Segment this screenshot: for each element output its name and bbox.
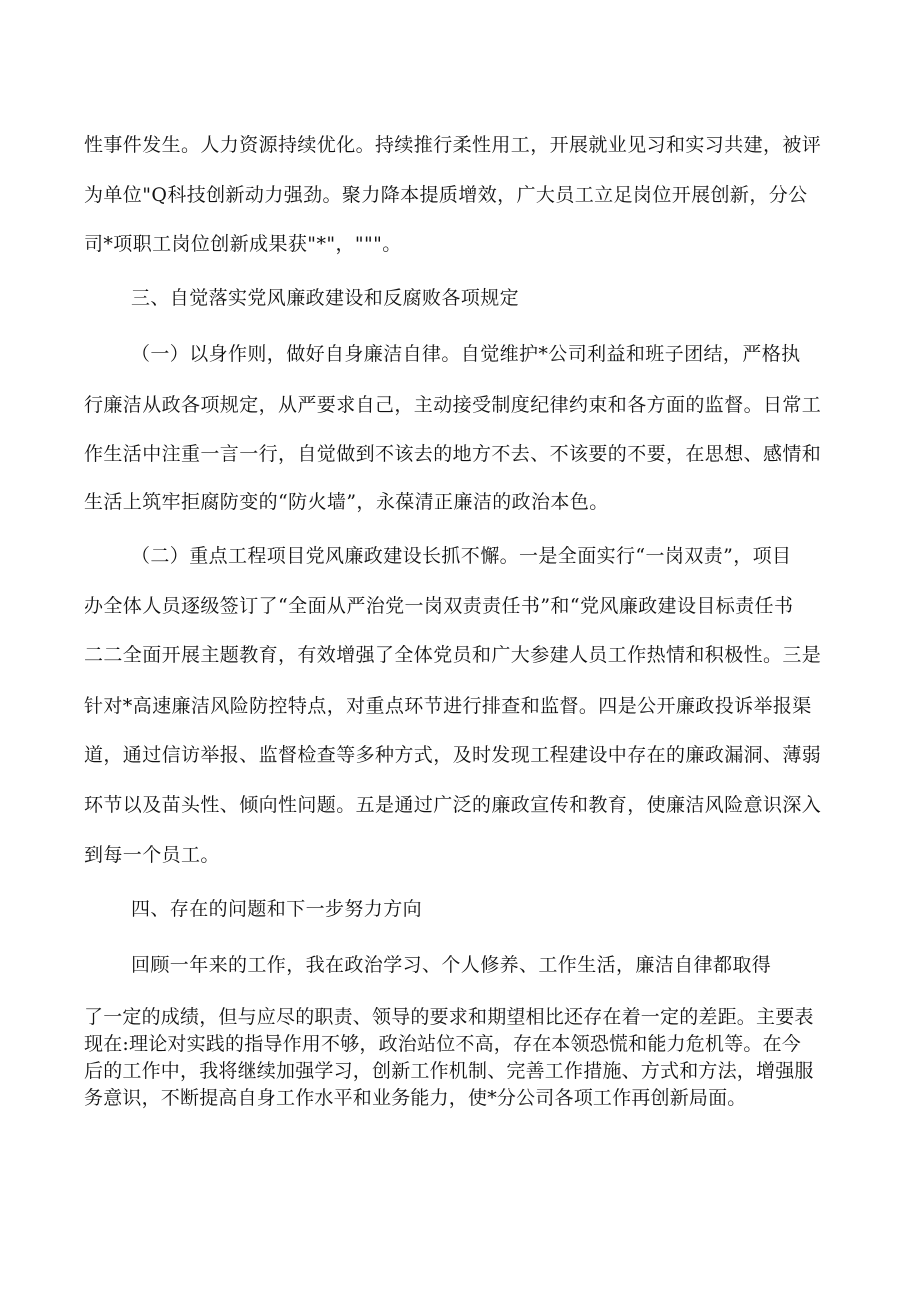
paragraph-line: 后的工作中，我将继续加强学习，创新工作机制、完善工作措施、方式和方法，增强服 — [84, 1060, 814, 1082]
paragraph-line: （一）以身作则，做好自身廉洁自律。自觉维护*公司利益和班子团结，严格执 — [131, 343, 801, 365]
paragraph-line: 办全体人员逐级签订了“全面从严治党一岗双责责任书”和“党风廉政建设目标责任书 — [84, 595, 794, 617]
paragraph-line: 现在:理论对实践的指导作用不够，政治站位不高，存在本领恐慌和能力危机等。在今 — [84, 1033, 802, 1055]
paragraph-line: 道，通过信访举报、监督检查等多种方式，及时发现工程建设中存在的廉政漏洞、薄弱 — [84, 744, 822, 766]
paragraph-line: 司*项职工岗位创新成果获"*"，"""。 — [84, 233, 402, 255]
section-heading: 三、自觉落实党风廉政建设和反腐败各项规定 — [131, 287, 520, 309]
section-heading: 四、存在的问题和下一步努力方向 — [131, 898, 423, 920]
paragraph-line: 性事件发生。人力资源持续优化。持续推行柔性用工，开展就业见习和实习共建，被评 — [84, 134, 822, 156]
paragraph-line: 针对*高速廉洁风险防控特点，对重点环节进行排查和监督。四是公开廉政投诉举报渠 — [84, 695, 812, 717]
paragraph-line: 到每一个员工。 — [84, 844, 220, 866]
paragraph-line: 行廉洁从政各项规定，从严要求自己，主动接受制度纪律约束和各方面的监督。日常工 — [84, 394, 822, 416]
paragraph-line: 生活上筑牢拒腐防变的“防火墙”，永葆清正廉洁的政治本色。 — [84, 491, 609, 513]
paragraph-line: 环节以及苗头性、倾向性问题。五是通过广泛的廉政宣传和教育，使廉洁风险意识深入 — [84, 794, 822, 816]
paragraph-line: 作生活中注重一言一行，自觉做到不该去的地方不去、不该要的不要，在思想、感情和 — [84, 443, 822, 465]
paragraph-line: 为单位"Q科技创新动力强劲。聚力降本提质增效，广大员工立足岗位开展创新，分公 — [84, 184, 808, 206]
paragraph-line: 务意识，不断提高自身工作水平和业务能力，使*分公司各项工作再创新局面。 — [84, 1087, 747, 1109]
paragraph-line: 回顾一年来的工作，我在政治学习、个人修养、工作生活，廉洁自律都取得 — [131, 954, 772, 976]
paragraph-line: 二二全面开展主题教育，有效增强了全体党员和广大参建人员工作热情和积极性。三是 — [84, 644, 822, 666]
paragraph-line: 了一定的成绩，但与应尽的职责、领导的要求和期望相比还存在着一定的差距。主要表 — [84, 1006, 814, 1028]
paragraph-line: （二）重点工程项目党风廉政建设长抓不懈。一是全面实行“一岗双责”，项目 — [131, 545, 792, 567]
